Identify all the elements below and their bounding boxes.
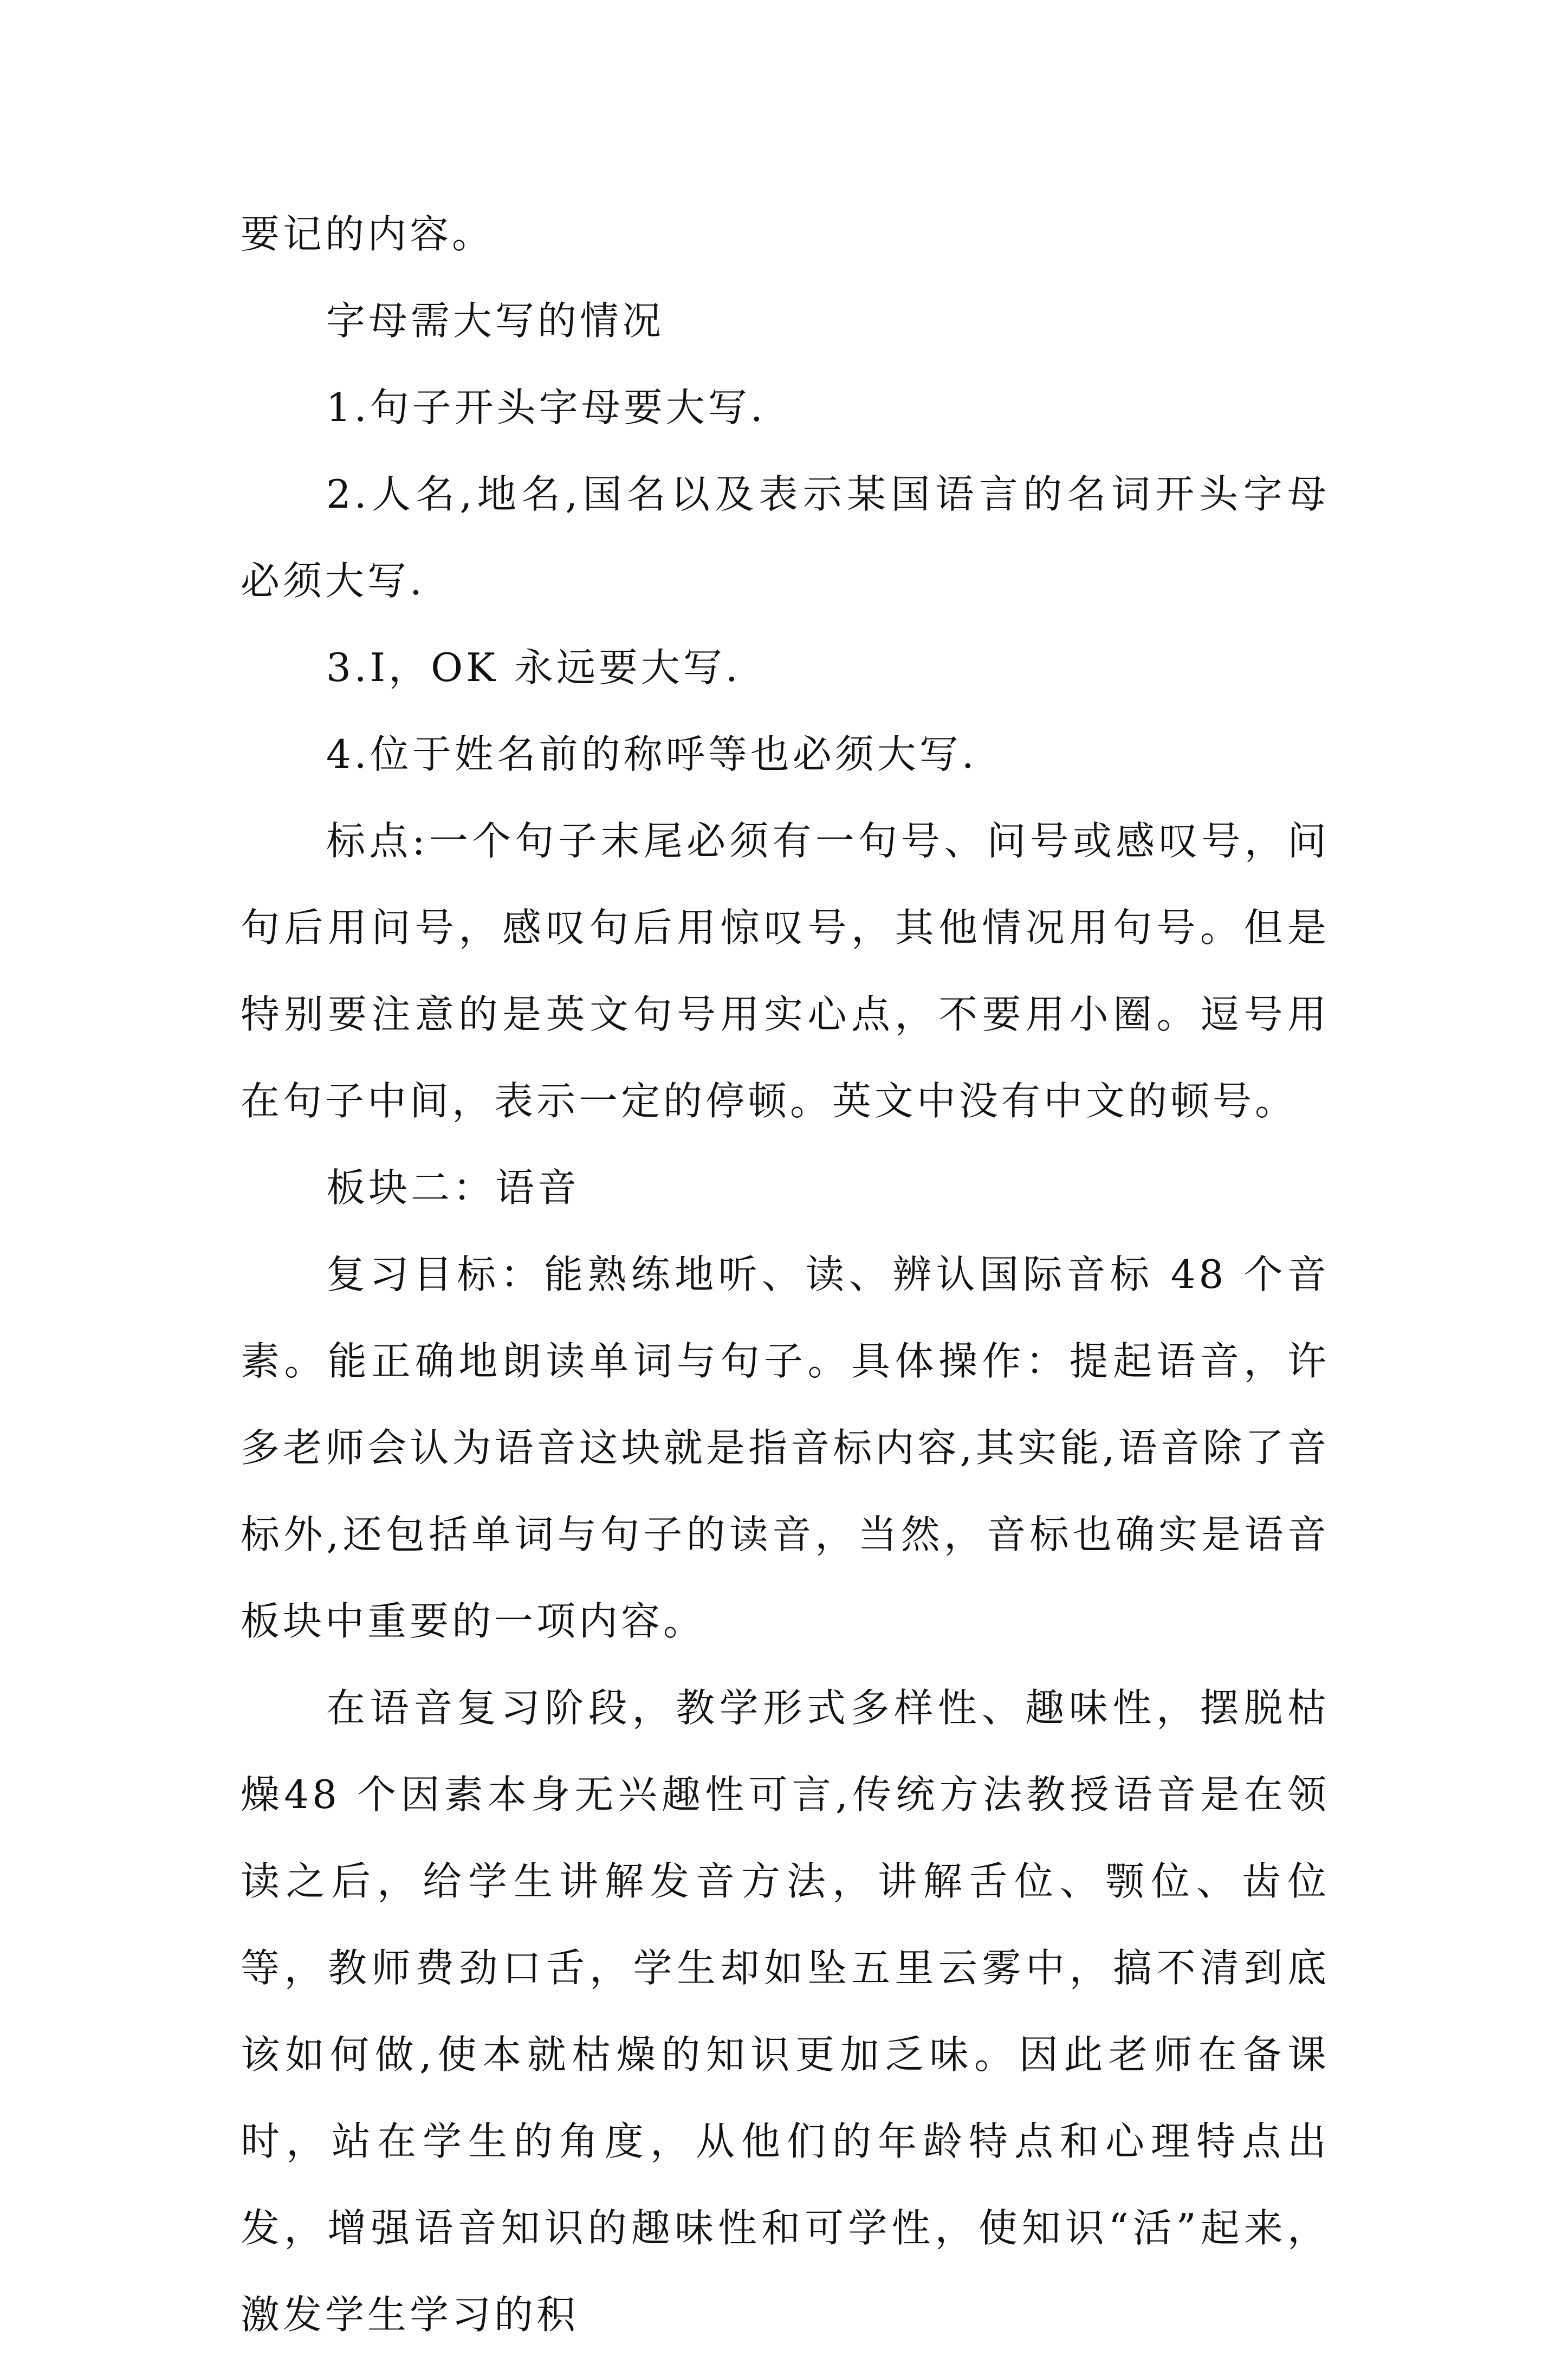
paragraph-teaching-method: 在语音复习阶段，教学形式多样性、趣味性，摆脱枯燥48 个因素本身无兴趣性可言,传统方法教授语音是在领读之后，给学生讲解发音方法，讲解舌位、颚位、齿位等，教师费劲口舌，学生却如坠五里云雾中，搞不清到底该如何做,使本就枯燥的知识更加乏味。因此老师在备课时，站在学生的角度，从他们的年龄特点和心理特点出发，增强语音知识的趣味性和可学性，使知识“活”起来，激发学生学习的积 [241, 1685, 1330, 2337]
paragraph-rule-3: 3.I，OK 永远要大写. [326, 645, 741, 690]
paragraph-review-goal: 复习目标：能熟练地听、读、辨认国际音标 48 个音素。能正确地朗读单词与句子。具体操作：提起语音，许多老师会认为语音这块就是指音标内容,其实能,语音除了音标外,还包括单词与句子的读音，当然，音标也确实是语音板块中重要的一项内容。 [241, 1252, 1330, 1644]
paragraph-continuation: 要记的内容。 [241, 211, 495, 257]
paragraph-punctuation: 标点:一个句子末尾必须有一句号、问号或感叹号，问句后用问号，感叹句后用惊叹号，其他情况用句号。但是特别要注意的是英文句号用实心点，不要用小圈。逗号用在句子中间，表示一定的停顿。英文中没有中文的顿号。 [241, 818, 1330, 1124]
paragraph-capitalization-heading: 字母需大写的情况 [326, 298, 665, 344]
paragraph-section-heading: 板块二：语音 [326, 1165, 580, 1210]
paragraph-rule-4: 4.位于姓名前的称呼等也必须大写. [326, 731, 977, 777]
document-body [241, 191, 1330, 2358]
paragraph-rule-1: 1.句子开头字母要大写. [326, 385, 766, 430]
paragraph-rule-2: 2.人名,地名,国名以及表示某国语言的名词开头字母必须大写. [241, 471, 1330, 604]
